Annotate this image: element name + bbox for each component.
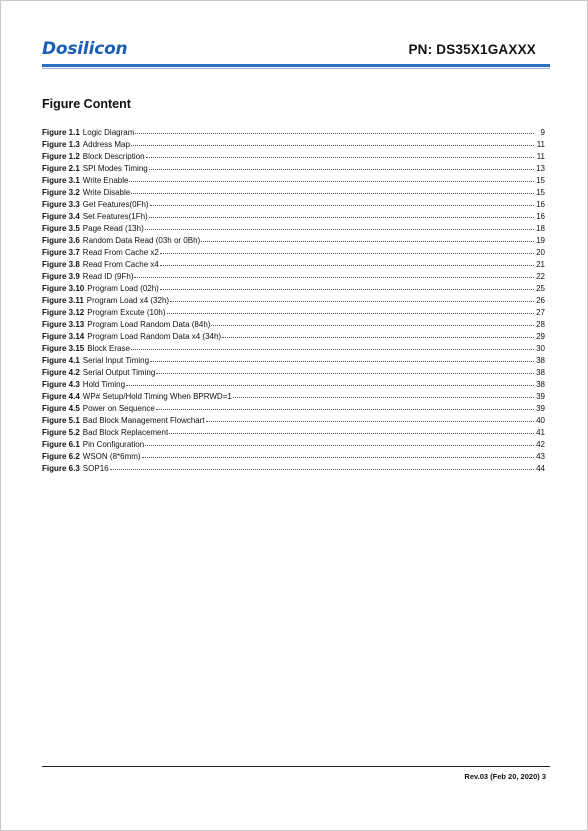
- toc-entry-number: Figure 3.2: [42, 188, 80, 197]
- toc-entry-page: 9: [540, 128, 545, 137]
- toc-entry-title: Bad Block Replacement: [82, 428, 169, 437]
- toc-entry-number: Figure 2.1: [42, 164, 80, 173]
- toc-entry-page: 25: [536, 284, 545, 293]
- toc-entry-number: Figure 3.3: [42, 200, 80, 209]
- toc-leader-dots: [222, 329, 534, 338]
- toc-entry-page: 39: [536, 404, 545, 413]
- toc-entry-title: SOP16: [82, 464, 109, 473]
- toc-entry-page: 44: [536, 464, 545, 473]
- toc-entry-title: Block Erase: [87, 344, 130, 353]
- toc-entry-title: Write Enable: [82, 176, 129, 185]
- toc-entry-title: Read From Cache x2: [82, 248, 159, 257]
- toc-entry-page: 19: [536, 236, 545, 245]
- toc-entry-page: 39: [536, 392, 545, 401]
- toc-entry-page: 16: [536, 212, 545, 221]
- toc-leader-dots: [170, 293, 534, 302]
- toc-entry-number: Figure 3.10: [42, 284, 85, 293]
- toc-leader-dots: [169, 425, 534, 434]
- toc-leader-dots: [201, 233, 534, 242]
- toc-entry-title: Address Map: [82, 140, 130, 149]
- toc-leader-dots: [131, 341, 534, 350]
- toc-entry-number: Figure 6.1: [42, 440, 80, 449]
- toc-leader-dots: [150, 353, 534, 362]
- toc-entry-title: Get Features(0Fh): [82, 200, 149, 209]
- toc-entry-number: Figure 3.13: [42, 320, 85, 329]
- toc-leader-dots: [142, 449, 534, 458]
- part-number: PN: DS35X1GAXXX: [408, 42, 536, 57]
- toc-entry-number: Figure 4.3: [42, 380, 80, 389]
- toc-entry-number: Figure 6.3: [42, 464, 80, 473]
- toc-leader-dots: [206, 413, 534, 422]
- toc-leader-dots: [150, 197, 534, 206]
- toc-entry-page: 15: [536, 188, 545, 197]
- toc-entry-number: Figure 3.12: [42, 308, 85, 317]
- header-divider: [42, 64, 550, 67]
- toc-entry-number: Figure 1.3: [42, 140, 80, 149]
- toc-entry-title: Hold Timing: [82, 380, 126, 389]
- toc-entry-page: 22: [536, 272, 545, 281]
- toc-leader-dots: [135, 125, 534, 134]
- toc-entry-page: 11: [536, 140, 545, 149]
- toc-entry-number: Figure 4.4: [42, 392, 80, 401]
- toc-entry-page: 38: [536, 356, 545, 365]
- toc-entry-number: Figure 4.1: [42, 356, 80, 365]
- header-divider-thin: [42, 68, 550, 69]
- toc-entry-title: Program Load x4 (32h): [86, 296, 170, 305]
- toc-leader-dots: [131, 137, 534, 146]
- toc-leader-dots: [160, 245, 534, 254]
- toc-entry-number: Figure 3.1: [42, 176, 80, 185]
- toc-entry-number: Figure 3.15: [42, 344, 85, 353]
- toc-leader-dots: [146, 149, 534, 158]
- toc-entry-number: Figure 3.11: [42, 296, 84, 305]
- toc-entry-number: Figure 4.5: [42, 404, 80, 413]
- toc-leader-dots: [160, 257, 534, 266]
- toc-leader-dots: [233, 389, 534, 398]
- toc-entry-page: 20: [536, 248, 545, 257]
- toc-entry-title: Serial Output Timing: [82, 368, 156, 377]
- toc-entry-title: Power on Sequence: [82, 404, 155, 413]
- toc-entry-title: Write Disable: [82, 188, 131, 197]
- toc-entry-page: 41: [536, 428, 545, 437]
- toc-entry-page: 30: [536, 344, 545, 353]
- toc-leader-dots: [149, 209, 534, 218]
- toc-entry-title: Program Excute (10h): [87, 308, 166, 317]
- toc-entry-number: Figure 4.2: [42, 368, 80, 377]
- toc-leader-dots: [160, 281, 534, 290]
- toc-leader-dots: [110, 461, 534, 470]
- toc-entry-page: 21: [536, 260, 545, 269]
- toc-entry-number: Figure 3.5: [42, 224, 80, 233]
- toc-leader-dots: [145, 221, 534, 230]
- toc-entry-page: 15: [536, 176, 545, 185]
- toc-entry-page: 26: [536, 296, 545, 305]
- toc-entry-title: Program Load Random Data (84h): [87, 320, 211, 329]
- toc-entry-number: Figure 6.2: [42, 452, 80, 461]
- toc-entry-title: Read ID (9Fh): [82, 272, 134, 281]
- toc-entry-number: Figure 3.6: [42, 236, 80, 245]
- figure-toc: [42, 126, 545, 474]
- toc-entry-number: Figure 3.4: [42, 212, 80, 221]
- toc-leader-dots: [149, 161, 534, 170]
- toc-entry-page: 38: [536, 368, 545, 377]
- toc-entry-title: Logic Diagram: [82, 128, 135, 137]
- toc-entry-title: Random Data Read (03h or 0Bh): [82, 236, 201, 245]
- toc-entry-number: Figure 1.2: [42, 152, 80, 161]
- toc-entry-title: Program Load Random Data x4 (34h): [87, 332, 222, 341]
- toc-entry-title: Block Description: [82, 152, 145, 161]
- toc-entry-title: SPI Modes Timing: [82, 164, 148, 173]
- toc-entry-title: Read From Cache x4: [82, 260, 159, 269]
- toc-entry-title: WSON (8*6mm): [82, 452, 141, 461]
- toc-entry-title: Program Load (02h): [87, 284, 159, 293]
- toc-leader-dots: [134, 269, 534, 278]
- toc-leader-dots: [126, 377, 534, 386]
- toc-entry-number: Figure 1.1: [42, 128, 80, 137]
- toc-entry-number: Figure 5.1: [42, 416, 80, 425]
- toc-entry-page: 29: [536, 332, 545, 341]
- toc-entry-page: 42: [536, 440, 545, 449]
- toc-entry-title: Set Features(1Fh): [82, 212, 148, 221]
- toc-entry-page: 28: [536, 320, 545, 329]
- toc-entry-title: WP# Setup/Hold Timing When BPRWD=1: [82, 392, 232, 401]
- toc-leader-dots: [156, 365, 534, 374]
- toc-entry-page: 16: [536, 200, 545, 209]
- toc-entry-page: 18: [536, 224, 545, 233]
- company-logo: Dosilicon: [42, 39, 128, 59]
- toc-leader-dots: [156, 401, 534, 410]
- toc-entry-title: Serial Input Timing: [82, 356, 150, 365]
- toc-leader-dots: [131, 185, 534, 194]
- toc-entry-page: 38: [536, 380, 545, 389]
- toc-entry-page: 27: [536, 308, 545, 317]
- toc-entry-title: Pin Configuration: [82, 440, 145, 449]
- toc-entry-page: 40: [536, 416, 545, 425]
- toc-entry-page: 43: [536, 452, 545, 461]
- footer-revision: Rev.03 (Feb 20, 2020) 3: [464, 772, 546, 781]
- toc-entry-title: Page Read (13h): [82, 224, 144, 233]
- toc-entry-page: 13: [536, 164, 545, 173]
- toc-entry[interactable]: [42, 462, 545, 474]
- toc-leader-dots: [129, 173, 534, 182]
- toc-entry-number: Figure 3.7: [42, 248, 80, 257]
- toc-entry-number: Figure 3.8: [42, 260, 80, 269]
- toc-leader-dots: [167, 305, 534, 314]
- footer-divider: [42, 766, 550, 767]
- toc-leader-dots: [211, 317, 534, 326]
- toc-entry-number: Figure 3.9: [42, 272, 80, 281]
- section-title: Figure Content: [42, 97, 131, 111]
- toc-entry-page: 11: [536, 152, 545, 161]
- toc-leader-dots: [145, 437, 534, 446]
- toc-entry-title: Bad Block Management Flowchart: [82, 416, 205, 425]
- toc-entry-number: Figure 3.14: [42, 332, 85, 341]
- toc-entry-number: Figure 5.2: [42, 428, 80, 437]
